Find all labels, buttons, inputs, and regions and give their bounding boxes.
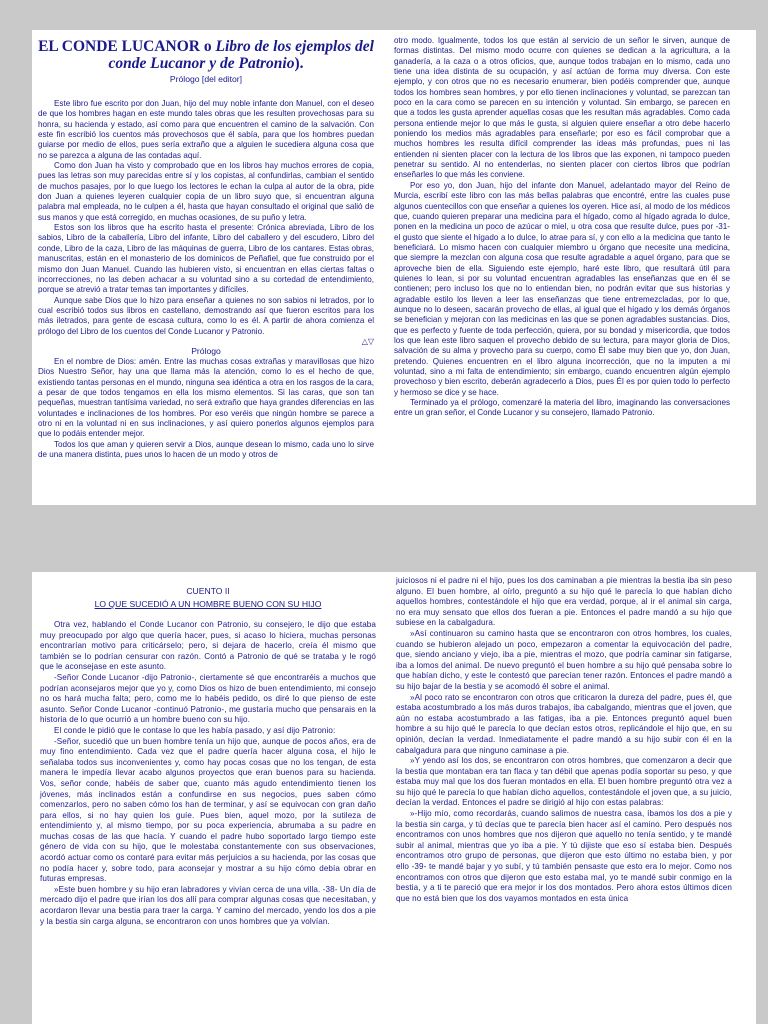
paragraph: Todos los que aman y quieren servir a Dios, aunque desean lo mismo, cada uno lo sirve de una manera distinta, pues unos lo hacen de un modo y otros de — [38, 439, 374, 459]
paragraph: otro modo. Igualmente, todos los que están al servicio de un señor le sirven, aunque de formas distintas. Del mismo modo ocurre con quienes se dedican a la agricultura, a la ganadería, a la caza o a otros oficios, que, aunque todos trabajan en lo mismo, cada uno tiene una idea distinta de su ocupación, y así actúan de forma muy diversa. Con este ejemplo, y con otros que no es necesario enumerar, bien podéis comprender que, aunque todos los hombres sean hombres, y por ello tienen inclinaciones y voluntad, se parezcan tan poco en la cara como se parecen en su intención y voluntad. Sin embargo, se parecen en que a todos les gusta aprender aquellas cosas que les resultan más agradables. Como cada persona entiende mejor lo que más le gusta, si alguien quiere enseñar a otro debe hacerlo poniendo los medios más agradables para enseñarle; por eso es fácil comprobar que a muchos hombres les resulta difícil comprender las ideas más profundas, pues ni las entienden ni sienten placer con la lectura de los libros que las exponen, ni tampoco pueden penetrar su sentido. Al no entenderlas, no sienten placer con ciertos libros que podrían enseñarles lo que más les conviene. — [394, 36, 730, 180]
page1-left-column — [38, 38, 374, 460]
paragraph: Otra vez, hablando el Conde Lucanor con Patronio, su consejero, le dijo que estaba muy preocupado por algo que quería hacer, pues, si acaso lo hiciera, muchas personas encontrarían motivo para criticárselo; pero, si dejara de hacerlo, creía él mismo que también se lo podrían censurar con razón. Contó a Patronio de qué se trataba y le rogó que le aconsejase en este asunto. — [40, 620, 376, 672]
paragraph: En el nombre de Dios: amén. Entre las muchas cosas extrañas y maravillosas que hizo Dios Nuestro Señor, hay una que llama más la atención, como lo es el hecho de que, existiendo tantas personas en el mundo, ninguna sea idéntica a otra en los rasgos de la cara, a pesar de que todos tengamos en ella los mismo elementos. Si las caras, que son tan pequeñas, muestran tantísima variedad, no será extraño que haya grandes diferencias en las voluntades e inclinaciones de los hombres. Por eso veréis que ningún hombre se parece a otro ni en la voluntad ni en sus inclinaciones, y así quiero ponerlos algunos ejemplos para que lo podáis entender mejor. — [38, 356, 374, 439]
paragraph: Estos son los libros que ha escrito hasta el presente: Crónica abreviada, Libro de los sabios, Libro de la caballería, Libro del infante, Libro del caballero y del escudero, Libro del conde, Libro de la caza, Libro de las máquinas de guerra, Libro de los cantares. Estas obras, manuscritas, están en el monasterio de los dominicos de Peñafiel, que fue construido por el mismo don Juan Manuel. Cuando las hubieren visto, si encuentran en ellas ciertas faltas o incorrecciones, no las deben achacar a su voluntad sino a su cortedad de entendimiento, porque se atrevió a tratar temas tan importantes y difíciles. — [38, 223, 374, 295]
paragraph: Por eso yo, don Juan, hijo del infante don Manuel, adelantado mayor del Reino de Murcia, escribí este libro con las más bellas palabras que encontré, entre las cuales puse algunos cuentecillos con que enseñar a quienes los oyeren. Hice así, al modo de los médicos que, cuando quieren preparar una medicina para el hígado, como al hígado agrada lo dulce, ponen en la medicina un poco de azúcar o miel, u otra cosa que resulte dulce, pues por -31- el gusto que siente el hígado a lo dulce, lo atrae para sí, y con ello a la medicina que tanto le beneficiará. Lo mismo hacen con cualquier miembro u órgano que necesite una medicina, que siempre la mezclan con alguna cosa que resulte agradable a aquel órgano, para que se aproveche bien de ella. Siguiendo este ejemplo, haré este libro, que resultará útil para quienes lo lean, si por su voluntad encuentran agradables las enseñanzas que en él se contienen; pero incluso los que no lo entiendan bien, no podrán evitar que sus historias y agradable estilo los lleven a leer las enseñanzas que tiene entremezcladas, por lo que, aunque no lo deseen, sacarán provecho de ellas, al igual que el hígado y los demás órganos se benefician y mejoran con las medicinas en las que se ponen agradables sustancias. Dios, que es perfecto y fuente de toda perfección, quiera, por su bondad y misericordia, que todos los que lean este libro saquen el provecho debido de su lectura, para mayor gloria de Dios, salvación de su alma y provecho para su cuerpo, como Él sabe muy bien que yo, don Juan, pretendo. Quienes encuentren en el libro alguna incorrección, que no la imputen a mi voluntad, sino a mi falta de entendimiento; sin embargo, cuando encuentren algún ejemplo provechoso y bien escrito, deberán agradecerlo a Dios, pues Él es por quien todo lo perfecto y hermoso se dice y se hace. — [394, 180, 730, 397]
page2-right-column — [396, 576, 732, 904]
paragraph: »Este buen hombre y su hijo eran labradores y vivían cerca de una villa. -38- Un día de mercado dijo el padre que irían los dos allí para comprar algunas cosas que necesitaban, y acordaron llevar una bestia para traer la carga. Y camino del mercado, yendo los dos a pie y la bestia sin carga alguna, se encontraron con unos hombres que ya volvían. — [40, 884, 376, 926]
prologo-editor-heading: Prólogo [del editor] — [169, 74, 243, 84]
document-page-2 — [32, 572, 756, 1024]
paragraph: Como don Juan ha visto y comprobado que en los libros hay muchos errores de copia, pues las letras son muy parecidas entre sí y los copistas, al confundirlas, cambian el sentido de muchos pasajes, por lo que luego los lectores le echan la culpa al autor de la obra, pide don Juan a quienes leyeren cualquier copia de un libro suyo que, si encuentran alguna palabra mal empleada, no le culpen a él, hasta que hayan consultado el original que salió de sus manos y que está corregido, en muchas ocasiones, de su puño y letra. — [38, 161, 374, 222]
paragraph: -Señor, sucedió que un buen hombre tenía un hijo que, aunque de pocos años, era de muy fino entendimiento. Cada vez que el padre quería hacer alguna cosa, el hijo le señalaba todos sus inconvenientes y, como hay pocas cosas que no los tengan, de esta manera le impedía llevar acabo algunos proyectos que eran buenos para su hacienda. Vos, señor conde, habéis de saber que, cuanto más agudo entendimiento tienen los jóvenes, más inclinados están a confundirse en sus negocios, pues saben cómo comenzarlos, pero no saben cómo los han de terminar, y así se equivocan con gran daño para ellos, si no hay quien los guíe. Pues bien, aquel mozo, por la sutileza de entendimiento y, al mismo tiempo, por su poca experiencia, abrumaba a su padre en muchas cosas de las que hacía. Y cuando el padre hubo soportado largo tiempo este género de vida con su hijo, que le molestaba constantemente con sus observaciones, acordó actuar como os contaré para evitar más perjuicios a su hacienda, por las cosas que no podía hacer y, sobre todo, para aconsejar y mostrar a su hijo cómo debía obrar en futuras empresas. — [40, 736, 376, 884]
page2-left-column — [40, 586, 376, 927]
paragraph: -Señor Conde Lucanor -dijo Patronio-, ciertamente sé que encontraréis a muchos que podrían aconsejaros mejor que yo y, como Dios os hizo de buen entendimiento, mi consejo no os hará mucha falta; pero, como me lo habéis pedido, os diré lo que pienso de este asunto. Señor Conde Lucanor -continuó Patronio-, me gustaría mucho que pensarais en la historia de lo que ocurrió a un hombre bueno con su hijo. — [40, 672, 376, 725]
paragraph: El conde le pidió que le contase lo que les había pasado, y así dijo Patronio: — [54, 725, 336, 735]
paragraph: Este libro fue escrito por don Juan, hijo del muy noble infante don Manuel, con el deseo de que los hombres hagan en este mundo tales obras que les resulten provechosas para su honra, su hacienda y estado, así como para que encuentren el camino de la salvación. Con este fin escribió los cuentos más provechosos que él sabía, para que los hombres puedan guiarse por medio de ellos, pues sería extraño que a alguien le sucediera alguna cosa que no se parezca a alguna de las contadas aquí. — [38, 99, 374, 160]
paragraph: Terminado ya el prólogo, comenzaré la materia del libro, imaginando las conversaciones entre un gran señor, el Conde Lucanor y su consejero, llamado Patronio. — [394, 398, 730, 418]
cuento-number: CUENTO II — [186, 586, 230, 596]
paragraph: »Al poco rato se encontraron con otros que criticaron la dureza del padre, pues él, que estaba acostumbrado a los más duros trabajos, iba cabalgando, mientras que el joven, que aún no estaba acostumbrado a las fatigas, iba a pie. Entonces preguntó aquel buen hombre a su hijo qué le parecía lo que decían estos otros, replicándole el hijo que, en su opinión, decían la verdad. Inmediatamente el padre mandó a su hijo subir con él en la cabalgadura para que ninguno caminase a pie. — [396, 692, 732, 755]
title-italic: Libro de los ejemplos del conde Lucanor y de Patronio — [108, 38, 374, 72]
nav-arrows-icon[interactable]: △▽ — [361, 336, 374, 346]
title-end: ). — [294, 55, 304, 72]
page1-right-column — [394, 36, 730, 419]
book-title — [38, 38, 374, 72]
cuento-title: LO QUE SUCEDIÓ A UN HOMBRE BUENO CON SU HIJO — [94, 599, 322, 609]
paragraph: »-Hijo mío, como recordarás, cuando salimos de nuestra casa, íbamos los dos a pie y la bestia sin carga, y tú decías que te parecía bien hacer así el camino. Pero después nos encontramos con unos hombres que nos dijeron que aquello no tenía sentido, y te mandé subir al animal, mientras que yo iba a pie. Y tú dijiste que eso sí estaba bien. Después encontramos otro grupo de personas, que dijeron que esto último no estaba bien, y por ello -39- te mandé bajar y yo subí, y tú también pensaste que esto era lo mejor. Como nos encontramos con otros que dijeron que esto estaba mal, yo te mandé subir conmigo en la bestia, y a ti te pareció que era mejor ir los dos montados. Pero ahora estos últimos dicen que no está bien que los dos vayamos montados en esta única — [396, 809, 732, 903]
prologo-heading: Prólogo — [191, 345, 221, 356]
document-page-1 — [32, 30, 756, 505]
title-plain: EL CONDE LUCANOR — [38, 38, 200, 55]
paragraph: »Y yendo así los dos, se encontraron con otros hombres, que comenzaron a decir que la bestia que montaban era tan flaca y tan débil que apenas podía soportar su peso, y que estaba muy mal que los dos fueran montados en ella. El buen hombre preguntó otra vez a su hijo qué le parecía lo que habían dicho aquellos, contestándole el joven que, a su juicio, decían la verdad. Entonces el padre se dirigió al hijo con estas palabras: — [396, 756, 732, 808]
paragraph: »Así continuaron su camino hasta que se encontraron con otros hombres, los cuales, cuando se hubieron alejado un poco, empezaron a comentar la equivocación del padre, que, siendo anciano y viejo, iba a pie, mientras el mozo, que podría caminar sin fatigarse, iba a lomos del animal. De nuevo preguntó el buen hombre a su hijo qué pensaba sobre lo que habían dicho, y este le contestó que parecían tener razón. Entonces el padre mandó a su hijo bajar de la bestia y se acomodó él sobre el animal. — [396, 628, 732, 691]
paragraph: Aunque sabe Dios que lo hizo para enseñar a quienes no son sabios ni letrados, por lo cual escribió todos sus libros en castellano, demostrando así que fueron escritos para los más iletrados, para gente de escasa cultura, como lo es él. A partir de ahora comienza el prólogo del Libro de los cuentos del Conde Lucanor y Patronio. — [38, 295, 374, 336]
paragraph: juiciosos ni el padre ni el hijo, pues los dos caminaban a pie mientras la bestia iba sin peso alguno. El buen hombre, al oírlo, preguntó a su hijo qué le parecía lo que habían dicho aquellos hombres, contestándole el hijo que era verdad, porque, al ir el animal sin carga, no era muy sensato que ellos dos fueran a pie. Entonces el padre mandó a su hijo que subiese en la cabalgadura. — [396, 576, 732, 628]
title-o: o — [200, 38, 216, 55]
